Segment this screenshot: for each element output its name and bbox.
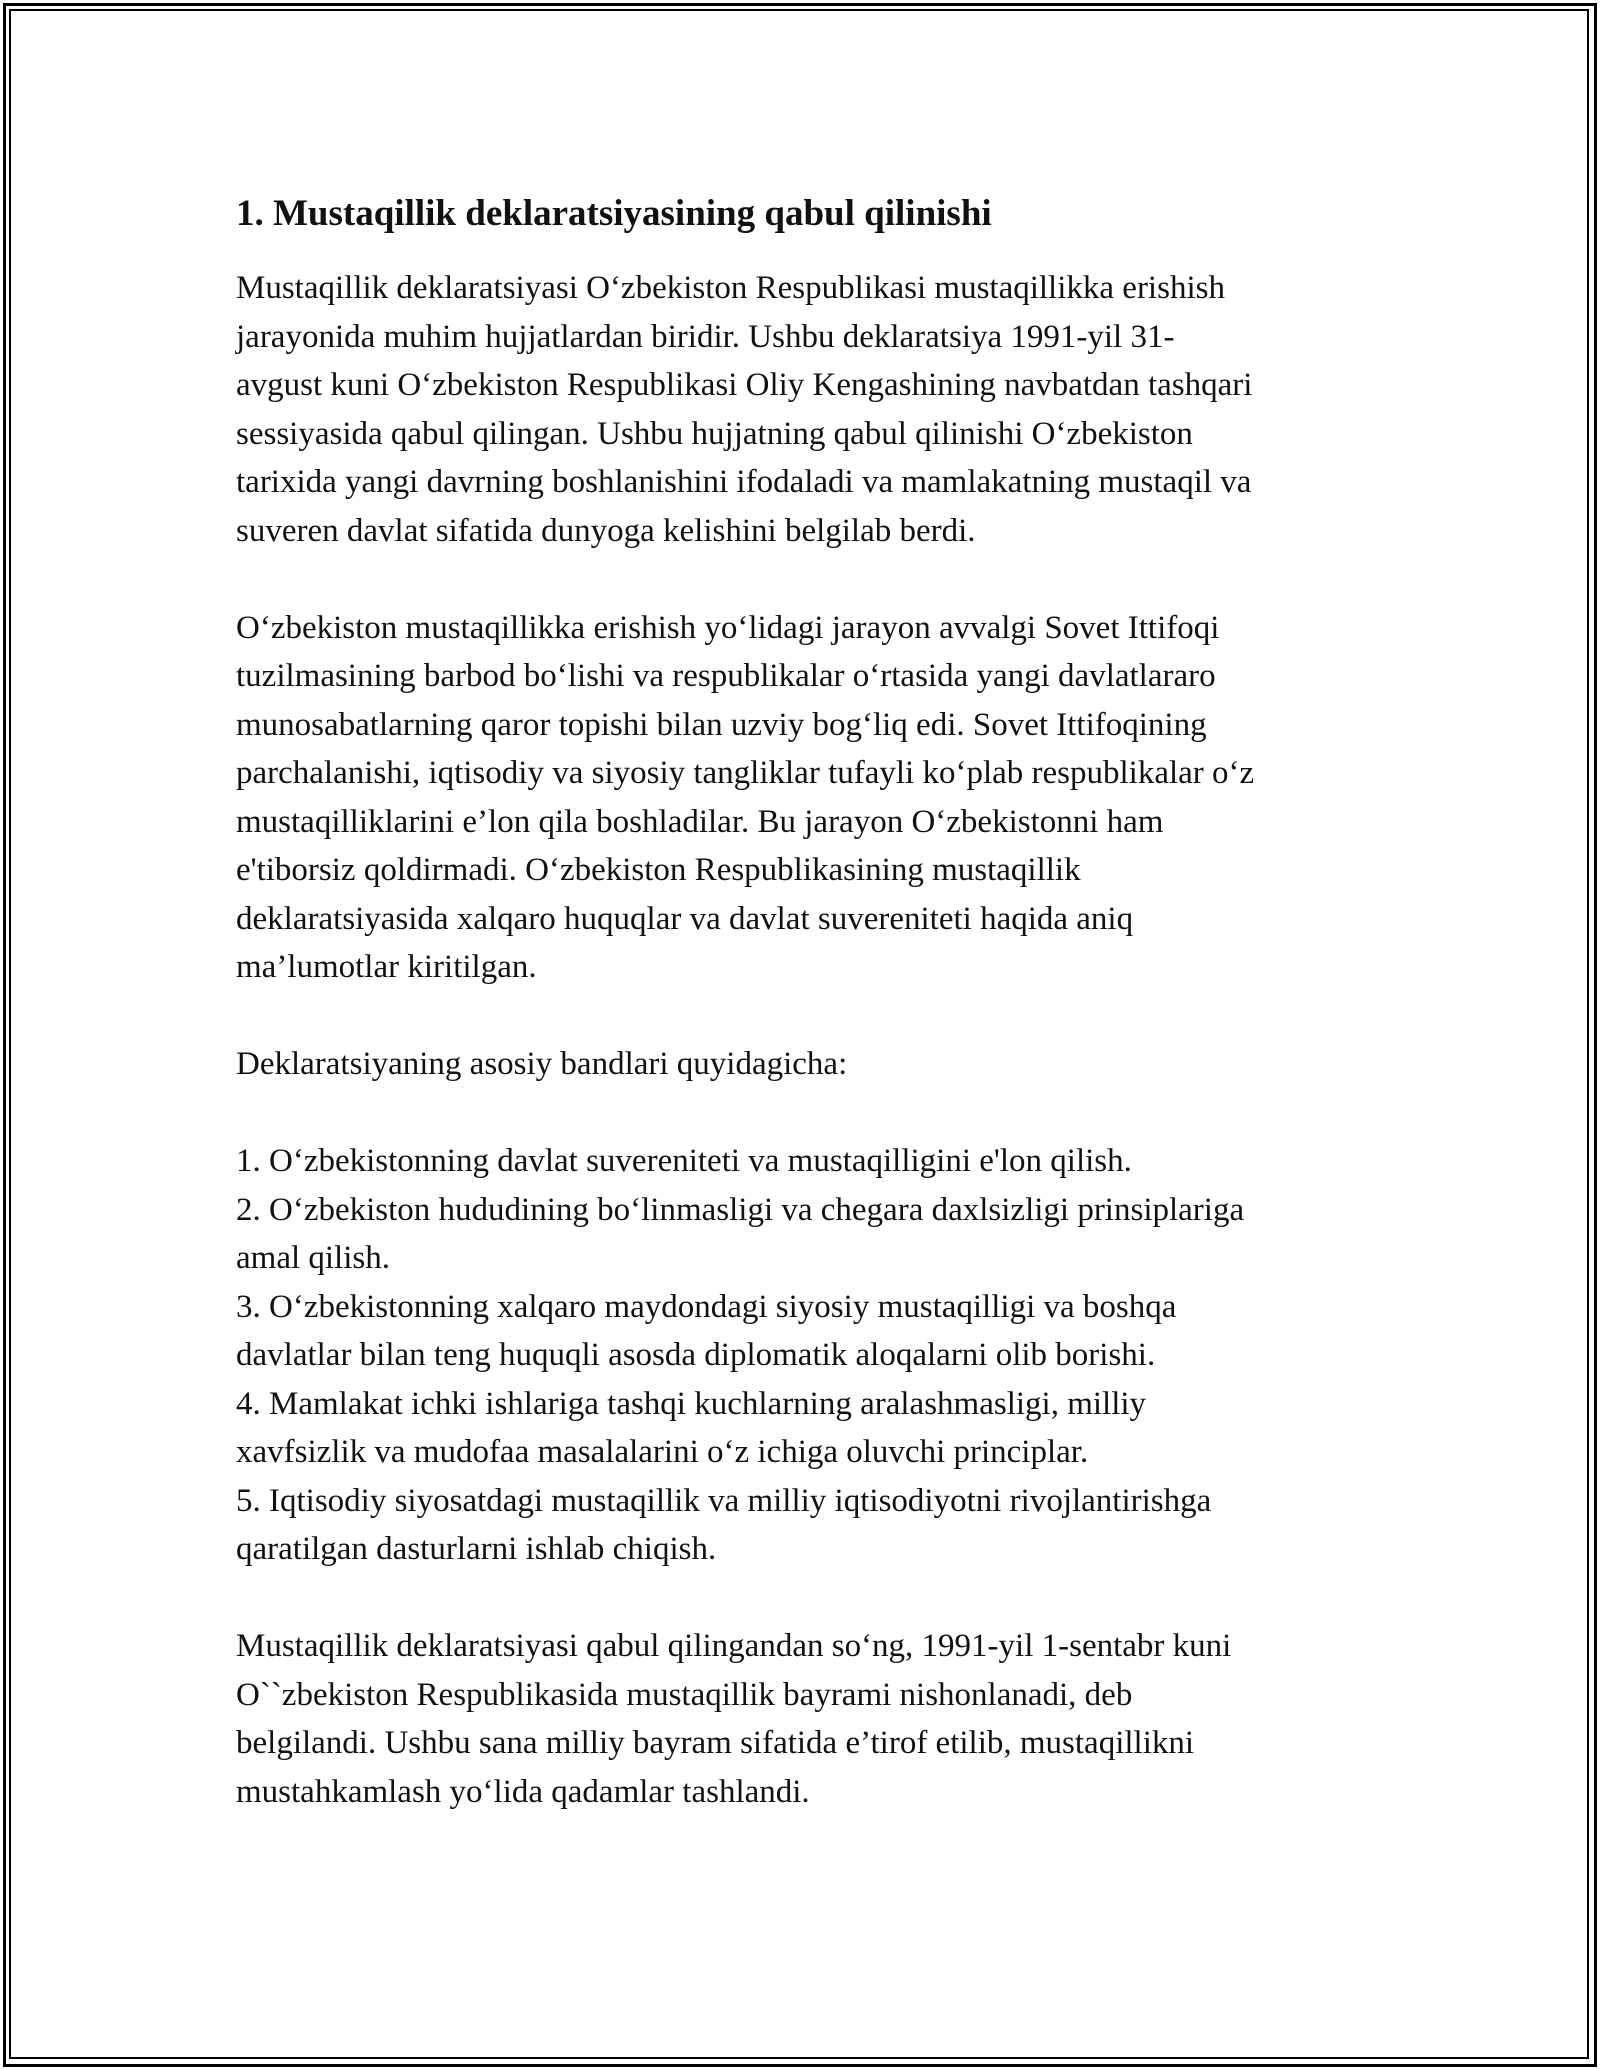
declaration-points-list	[236, 1137, 1376, 1574]
list-item: 1. O‘zbekistonning davlat suvereniteti va mustaqilligini e'lon qilish.	[236, 1143, 1132, 1179]
paragraph-intro: Mustaqillik deklaratsiyasi O‘zbekiston Respublikasi mustaqillikka erishish jarayonida muhim hujjatlardan biridir. Ushbu deklaratsiya 1991-yil 31- avgust kuni O‘zbekiston Respublikasi Oliy Kengashining navbatdan tashqari sessiyasida qabul qilingan. Ushbu hujjatning qabul qilinishi O‘zbekiston tarixida yangi davrning boshlanishini ifodaladi va mamlakatning mustaqil va suveren davlat sifatida dunyoga kelishini belgilab berdi.	[236, 270, 1253, 549]
paragraph-spacer	[236, 1089, 1376, 1138]
section-heading: 1. Mustaqillik deklaratsiyasining qabul qilinishi	[236, 193, 992, 234]
document-body	[236, 190, 1376, 1816]
paragraph-spacer	[236, 555, 1376, 604]
paragraph-spacer	[236, 992, 1376, 1041]
paragraph-conclusion: Mustaqillik deklaratsiyasi qabul qilingandan so‘ng, 1991-yil 1-sentabr kuni O``zbekiston Respublikasida mustaqillik bayrami nishonlanadi, deb belgilandi. Ushbu sana milliy bayram sifatida e’tirof etilib, mustaqillikni mustahkamlash yo‘lida qadamlar tashlandi.	[236, 1628, 1232, 1810]
list-item: 3. O‘zbekistonning xalqaro maydondagi siyosiy mustaqilligi va boshqa davlatlar bilan teng huquqli asosda diplomatik aloqalarni olib borishi.	[236, 1288, 1177, 1373]
list-item: 2. O‘zbekiston hududining bo‘linmasligi va chegara daxlsizligi prinsiplariga amal qilish.	[236, 1191, 1245, 1276]
list-item: 4. Mamlakat ichki ishlariga tashqi kuchlarning aralashmasligi, milliy xavfsizlik va mudofaa masalalarini o‘z ichiga oluvchi principlar.	[236, 1385, 1147, 1470]
paragraph-context: O‘zbekiston mustaqillikka erishish yo‘lidagi jarayon avvalgi Sovet Ittifoqi tuzilmasining barbod bo‘lishi va respublikalar o‘rtasida yangi davlatlararo munosabatlarning qaror topishi bilan uzviy bog‘liq edi. Sovet Ittifoqining parchalanishi, iqtisodiy va siyosiy tangliklar tufayli ko‘plab respublikalar o‘z mustaqilliklarini e’lon qila boshladilar. Bu jarayon O‘zbekistonni ham e'tiborsiz qoldirmadi. O‘zbekiston Respublikasining mustaqillik deklaratsiyasida xalqaro huquqlar va davlat suvereniteti haqida aniq ma’lumotlar kiritilgan.	[236, 609, 1255, 985]
paragraph-spacer	[236, 1574, 1376, 1623]
list-intro: Deklaratsiyaning asosiy bandlari quyidagicha:	[236, 1046, 848, 1082]
list-item: 5. Iqtisodiy siyosatdagi mustaqillik va milliy iqtisodiyotni rivojlantirishga qaratilgan dasturlarni ishlab chiqish.	[236, 1482, 1212, 1567]
